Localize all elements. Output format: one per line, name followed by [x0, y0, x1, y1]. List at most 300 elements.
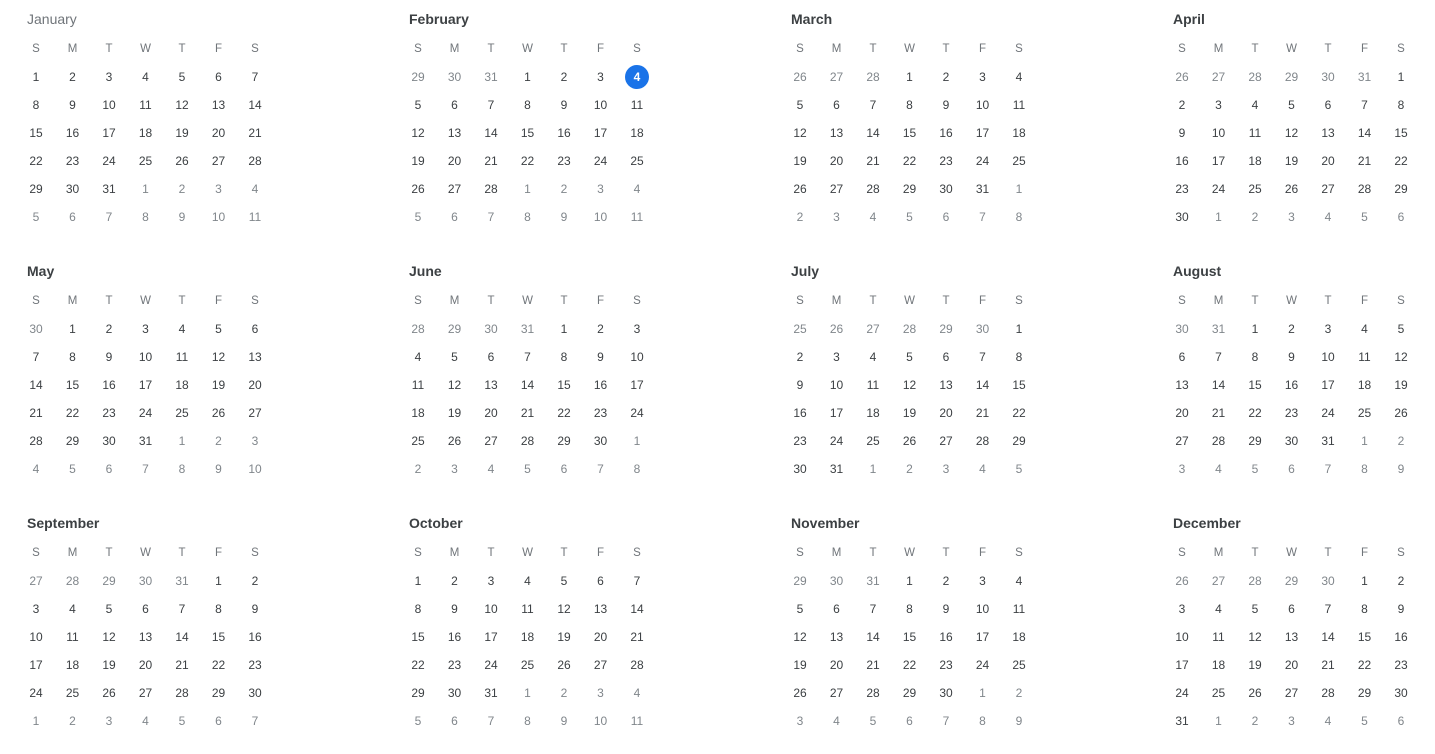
day-cell[interactable] — [400, 371, 436, 399]
day-cell[interactable] — [546, 343, 582, 371]
adjacent-month-day-cell[interactable] — [510, 707, 546, 735]
adjacent-month-day-cell[interactable] — [546, 455, 582, 483]
adjacent-month-day-cell[interactable] — [1201, 455, 1237, 483]
adjacent-month-day-cell[interactable] — [1310, 707, 1346, 735]
adjacent-month-day-cell[interactable] — [1274, 63, 1310, 91]
adjacent-month-day-cell[interactable] — [583, 679, 619, 707]
day-cell[interactable] — [400, 175, 436, 203]
day-cell[interactable] — [546, 147, 582, 175]
day-cell[interactable] — [965, 147, 1001, 175]
adjacent-month-day-cell[interactable] — [1237, 455, 1273, 483]
day-cell[interactable] — [965, 371, 1001, 399]
day-cell[interactable] — [1237, 147, 1273, 175]
day-cell[interactable] — [892, 343, 928, 371]
adjacent-month-day-cell[interactable] — [164, 455, 200, 483]
adjacent-month-day-cell[interactable] — [164, 203, 200, 231]
day-cell[interactable] — [18, 651, 54, 679]
day-cell[interactable] — [782, 175, 818, 203]
day-cell[interactable] — [1237, 679, 1273, 707]
day-cell[interactable] — [1164, 707, 1200, 735]
day-cell[interactable] — [583, 343, 619, 371]
adjacent-month-day-cell[interactable] — [1383, 707, 1419, 735]
day-cell[interactable] — [546, 427, 582, 455]
day-cell[interactable] — [965, 91, 1001, 119]
day-cell[interactable] — [164, 679, 200, 707]
day-cell[interactable] — [583, 119, 619, 147]
day-cell[interactable] — [473, 343, 509, 371]
day-cell[interactable] — [1347, 371, 1383, 399]
day-cell[interactable] — [55, 147, 91, 175]
adjacent-month-day-cell[interactable] — [819, 63, 855, 91]
day-cell[interactable] — [1164, 147, 1200, 175]
day-cell[interactable] — [437, 679, 473, 707]
day-cell[interactable] — [510, 567, 546, 595]
day-cell[interactable] — [164, 343, 200, 371]
adjacent-month-day-cell[interactable] — [928, 455, 964, 483]
day-cell[interactable] — [1237, 399, 1273, 427]
adjacent-month-day-cell[interactable] — [892, 707, 928, 735]
adjacent-month-day-cell[interactable] — [892, 203, 928, 231]
day-cell[interactable] — [546, 63, 582, 91]
day-cell[interactable] — [583, 315, 619, 343]
day-cell[interactable] — [1383, 567, 1419, 595]
day-cell[interactable] — [237, 371, 273, 399]
day-cell[interactable] — [510, 651, 546, 679]
day-cell[interactable] — [546, 91, 582, 119]
day-cell[interactable] — [55, 119, 91, 147]
day-cell[interactable] — [1001, 91, 1037, 119]
day-cell[interactable] — [546, 595, 582, 623]
day-cell[interactable] — [55, 623, 91, 651]
day-cell[interactable] — [1310, 595, 1346, 623]
day-cell[interactable] — [128, 679, 164, 707]
day-cell[interactable] — [55, 63, 91, 91]
month-title[interactable]: December — [1173, 515, 1241, 531]
day-cell[interactable] — [1383, 119, 1419, 147]
day-cell[interactable] — [1237, 175, 1273, 203]
month-title[interactable]: June — [409, 263, 442, 279]
day-cell[interactable] — [1347, 595, 1383, 623]
adjacent-month-day-cell[interactable] — [619, 679, 655, 707]
day-cell[interactable] — [1001, 147, 1037, 175]
day-cell[interactable] — [18, 595, 54, 623]
adjacent-month-day-cell[interactable] — [1001, 707, 1037, 735]
day-cell[interactable] — [928, 679, 964, 707]
day-cell[interactable] — [1383, 399, 1419, 427]
adjacent-month-day-cell[interactable] — [1347, 427, 1383, 455]
adjacent-month-day-cell[interactable] — [128, 567, 164, 595]
day-cell[interactable] — [855, 147, 891, 175]
day-cell[interactable] — [437, 175, 473, 203]
day-cell[interactable] — [1347, 567, 1383, 595]
day-cell[interactable] — [619, 119, 655, 147]
day-cell[interactable] — [1164, 91, 1200, 119]
adjacent-month-day-cell[interactable] — [18, 455, 54, 483]
day-cell[interactable] — [237, 147, 273, 175]
day-cell[interactable] — [892, 119, 928, 147]
day-cell[interactable] — [819, 651, 855, 679]
adjacent-month-day-cell[interactable] — [1237, 707, 1273, 735]
day-cell[interactable] — [128, 119, 164, 147]
day-cell[interactable] — [1164, 371, 1200, 399]
day-cell[interactable] — [546, 651, 582, 679]
day-cell[interactable] — [1347, 399, 1383, 427]
adjacent-month-day-cell[interactable] — [892, 315, 928, 343]
adjacent-month-day-cell[interactable] — [437, 315, 473, 343]
adjacent-month-day-cell[interactable] — [819, 203, 855, 231]
day-cell[interactable] — [91, 63, 127, 91]
adjacent-month-day-cell[interactable] — [1383, 455, 1419, 483]
day-cell[interactable] — [55, 315, 91, 343]
day-cell[interactable] — [1164, 175, 1200, 203]
adjacent-month-day-cell[interactable] — [1201, 707, 1237, 735]
day-cell[interactable] — [1201, 399, 1237, 427]
month-title[interactable]: February — [409, 11, 469, 27]
today-day-cell[interactable] — [619, 63, 655, 91]
day-cell[interactable] — [201, 399, 237, 427]
day-cell[interactable] — [1164, 203, 1200, 231]
adjacent-month-day-cell[interactable] — [91, 707, 127, 735]
day-cell[interactable] — [583, 147, 619, 175]
day-cell[interactable] — [55, 595, 91, 623]
day-cell[interactable] — [237, 567, 273, 595]
day-cell[interactable] — [18, 147, 54, 175]
day-cell[interactable] — [128, 427, 164, 455]
day-cell[interactable] — [237, 651, 273, 679]
adjacent-month-day-cell[interactable] — [201, 175, 237, 203]
day-cell[interactable] — [55, 679, 91, 707]
day-cell[interactable] — [782, 427, 818, 455]
month-title[interactable]: April — [1173, 11, 1205, 27]
day-cell[interactable] — [1201, 651, 1237, 679]
day-cell[interactable] — [1274, 623, 1310, 651]
day-cell[interactable] — [510, 147, 546, 175]
day-cell[interactable] — [782, 91, 818, 119]
month-title[interactable]: October — [409, 515, 463, 531]
day-cell[interactable] — [1347, 651, 1383, 679]
adjacent-month-day-cell[interactable] — [55, 455, 91, 483]
day-cell[interactable] — [928, 399, 964, 427]
day-cell[interactable] — [1310, 679, 1346, 707]
day-cell[interactable] — [237, 343, 273, 371]
adjacent-month-day-cell[interactable] — [510, 455, 546, 483]
day-cell[interactable] — [1310, 427, 1346, 455]
day-cell[interactable] — [855, 651, 891, 679]
adjacent-month-day-cell[interactable] — [1237, 567, 1273, 595]
day-cell[interactable] — [819, 399, 855, 427]
day-cell[interactable] — [1164, 679, 1200, 707]
adjacent-month-day-cell[interactable] — [510, 203, 546, 231]
adjacent-month-day-cell[interactable] — [510, 679, 546, 707]
adjacent-month-day-cell[interactable] — [128, 175, 164, 203]
day-cell[interactable] — [1310, 343, 1346, 371]
adjacent-month-day-cell[interactable] — [18, 315, 54, 343]
day-cell[interactable] — [965, 343, 1001, 371]
day-cell[interactable] — [965, 175, 1001, 203]
adjacent-month-day-cell[interactable] — [1237, 203, 1273, 231]
day-cell[interactable] — [1237, 343, 1273, 371]
adjacent-month-day-cell[interactable] — [892, 455, 928, 483]
adjacent-month-day-cell[interactable] — [1001, 679, 1037, 707]
month-title[interactable]: November — [791, 515, 860, 531]
day-cell[interactable] — [1201, 427, 1237, 455]
day-cell[interactable] — [583, 91, 619, 119]
day-cell[interactable] — [201, 147, 237, 175]
day-cell[interactable] — [1347, 147, 1383, 175]
day-cell[interactable] — [91, 147, 127, 175]
day-cell[interactable] — [1237, 119, 1273, 147]
day-cell[interactable] — [128, 315, 164, 343]
day-cell[interactable] — [473, 427, 509, 455]
adjacent-month-day-cell[interactable] — [1001, 455, 1037, 483]
adjacent-month-day-cell[interactable] — [965, 203, 1001, 231]
day-cell[interactable] — [437, 651, 473, 679]
day-cell[interactable] — [1237, 427, 1273, 455]
day-cell[interactable] — [91, 679, 127, 707]
day-cell[interactable] — [128, 623, 164, 651]
day-cell[interactable] — [819, 455, 855, 483]
day-cell[interactable] — [965, 567, 1001, 595]
day-cell[interactable] — [583, 63, 619, 91]
day-cell[interactable] — [855, 343, 891, 371]
adjacent-month-day-cell[interactable] — [782, 567, 818, 595]
day-cell[interactable] — [855, 679, 891, 707]
day-cell[interactable] — [819, 91, 855, 119]
day-cell[interactable] — [473, 595, 509, 623]
adjacent-month-day-cell[interactable] — [164, 427, 200, 455]
day-cell[interactable] — [164, 651, 200, 679]
day-cell[interactable] — [1001, 595, 1037, 623]
day-cell[interactable] — [18, 427, 54, 455]
day-cell[interactable] — [91, 175, 127, 203]
day-cell[interactable] — [400, 651, 436, 679]
adjacent-month-day-cell[interactable] — [965, 679, 1001, 707]
adjacent-month-day-cell[interactable] — [164, 175, 200, 203]
adjacent-month-day-cell[interactable] — [855, 567, 891, 595]
day-cell[interactable] — [892, 175, 928, 203]
day-cell[interactable] — [782, 147, 818, 175]
adjacent-month-day-cell[interactable] — [855, 455, 891, 483]
day-cell[interactable] — [437, 343, 473, 371]
day-cell[interactable] — [18, 623, 54, 651]
day-cell[interactable] — [128, 595, 164, 623]
day-cell[interactable] — [201, 623, 237, 651]
adjacent-month-day-cell[interactable] — [400, 203, 436, 231]
day-cell[interactable] — [18, 343, 54, 371]
adjacent-month-day-cell[interactable] — [1347, 203, 1383, 231]
day-cell[interactable] — [1274, 91, 1310, 119]
day-cell[interactable] — [1201, 623, 1237, 651]
day-cell[interactable] — [819, 175, 855, 203]
adjacent-month-day-cell[interactable] — [855, 315, 891, 343]
adjacent-month-day-cell[interactable] — [1201, 315, 1237, 343]
day-cell[interactable] — [1164, 427, 1200, 455]
day-cell[interactable] — [819, 371, 855, 399]
day-cell[interactable] — [928, 175, 964, 203]
day-cell[interactable] — [128, 147, 164, 175]
adjacent-month-day-cell[interactable] — [473, 455, 509, 483]
adjacent-month-day-cell[interactable] — [855, 203, 891, 231]
day-cell[interactable] — [1001, 371, 1037, 399]
day-cell[interactable] — [965, 623, 1001, 651]
day-cell[interactable] — [1001, 63, 1037, 91]
day-cell[interactable] — [1237, 651, 1273, 679]
day-cell[interactable] — [164, 119, 200, 147]
month-title[interactable]: March — [791, 11, 833, 27]
adjacent-month-day-cell[interactable] — [965, 707, 1001, 735]
adjacent-month-day-cell[interactable] — [1201, 63, 1237, 91]
day-cell[interactable] — [855, 427, 891, 455]
month-title[interactable]: May — [27, 263, 55, 279]
day-cell[interactable] — [128, 91, 164, 119]
adjacent-month-day-cell[interactable] — [1310, 203, 1346, 231]
day-cell[interactable] — [965, 651, 1001, 679]
day-cell[interactable] — [1201, 371, 1237, 399]
day-cell[interactable] — [892, 651, 928, 679]
day-cell[interactable] — [437, 119, 473, 147]
adjacent-month-day-cell[interactable] — [201, 427, 237, 455]
day-cell[interactable] — [619, 595, 655, 623]
adjacent-month-day-cell[interactable] — [201, 203, 237, 231]
day-cell[interactable] — [619, 91, 655, 119]
adjacent-month-day-cell[interactable] — [473, 203, 509, 231]
day-cell[interactable] — [1164, 623, 1200, 651]
day-cell[interactable] — [892, 679, 928, 707]
adjacent-month-day-cell[interactable] — [1274, 203, 1310, 231]
adjacent-month-day-cell[interactable] — [619, 175, 655, 203]
adjacent-month-day-cell[interactable] — [400, 707, 436, 735]
day-cell[interactable] — [855, 119, 891, 147]
day-cell[interactable] — [437, 427, 473, 455]
adjacent-month-day-cell[interactable] — [1201, 567, 1237, 595]
day-cell[interactable] — [1347, 119, 1383, 147]
day-cell[interactable] — [1274, 315, 1310, 343]
adjacent-month-day-cell[interactable] — [473, 315, 509, 343]
day-cell[interactable] — [1383, 91, 1419, 119]
day-cell[interactable] — [437, 371, 473, 399]
day-cell[interactable] — [473, 175, 509, 203]
day-cell[interactable] — [55, 399, 91, 427]
adjacent-month-day-cell[interactable] — [1001, 175, 1037, 203]
adjacent-month-day-cell[interactable] — [583, 707, 619, 735]
day-cell[interactable] — [965, 595, 1001, 623]
day-cell[interactable] — [1347, 91, 1383, 119]
day-cell[interactable] — [892, 567, 928, 595]
day-cell[interactable] — [437, 147, 473, 175]
month-title[interactable]: July — [791, 263, 820, 279]
day-cell[interactable] — [583, 399, 619, 427]
adjacent-month-day-cell[interactable] — [855, 63, 891, 91]
adjacent-month-day-cell[interactable] — [1237, 63, 1273, 91]
day-cell[interactable] — [91, 343, 127, 371]
adjacent-month-day-cell[interactable] — [1164, 315, 1200, 343]
day-cell[interactable] — [128, 371, 164, 399]
day-cell[interactable] — [546, 371, 582, 399]
day-cell[interactable] — [892, 147, 928, 175]
day-cell[interactable] — [1310, 623, 1346, 651]
day-cell[interactable] — [55, 651, 91, 679]
day-cell[interactable] — [855, 91, 891, 119]
day-cell[interactable] — [1383, 147, 1419, 175]
adjacent-month-day-cell[interactable] — [1310, 455, 1346, 483]
day-cell[interactable] — [91, 91, 127, 119]
day-cell[interactable] — [1274, 343, 1310, 371]
day-cell[interactable] — [201, 63, 237, 91]
day-cell[interactable] — [128, 651, 164, 679]
day-cell[interactable] — [1164, 343, 1200, 371]
adjacent-month-day-cell[interactable] — [583, 175, 619, 203]
day-cell[interactable] — [91, 651, 127, 679]
day-cell[interactable] — [1001, 399, 1037, 427]
adjacent-month-day-cell[interactable] — [1164, 567, 1200, 595]
day-cell[interactable] — [819, 343, 855, 371]
day-cell[interactable] — [510, 63, 546, 91]
day-cell[interactable] — [1347, 315, 1383, 343]
day-cell[interactable] — [91, 119, 127, 147]
day-cell[interactable] — [55, 91, 91, 119]
adjacent-month-day-cell[interactable] — [510, 175, 546, 203]
adjacent-month-day-cell[interactable] — [1274, 567, 1310, 595]
day-cell[interactable] — [619, 399, 655, 427]
day-cell[interactable] — [400, 567, 436, 595]
day-cell[interactable] — [819, 119, 855, 147]
day-cell[interactable] — [473, 147, 509, 175]
day-cell[interactable] — [583, 371, 619, 399]
month-title[interactable]: September — [27, 515, 100, 531]
adjacent-month-day-cell[interactable] — [164, 707, 200, 735]
day-cell[interactable] — [1310, 175, 1346, 203]
day-cell[interactable] — [1201, 595, 1237, 623]
day-cell[interactable] — [18, 175, 54, 203]
adjacent-month-day-cell[interactable] — [128, 707, 164, 735]
day-cell[interactable] — [1164, 119, 1200, 147]
day-cell[interactable] — [782, 119, 818, 147]
adjacent-month-day-cell[interactable] — [400, 455, 436, 483]
day-cell[interactable] — [473, 91, 509, 119]
adjacent-month-day-cell[interactable] — [164, 567, 200, 595]
day-cell[interactable] — [1201, 175, 1237, 203]
day-cell[interactable] — [1274, 399, 1310, 427]
adjacent-month-day-cell[interactable] — [510, 315, 546, 343]
day-cell[interactable] — [1310, 119, 1346, 147]
adjacent-month-day-cell[interactable] — [1383, 203, 1419, 231]
adjacent-month-day-cell[interactable] — [782, 203, 818, 231]
day-cell[interactable] — [1310, 91, 1346, 119]
day-cell[interactable] — [400, 427, 436, 455]
day-cell[interactable] — [782, 595, 818, 623]
adjacent-month-day-cell[interactable] — [928, 203, 964, 231]
day-cell[interactable] — [1001, 427, 1037, 455]
day-cell[interactable] — [128, 399, 164, 427]
day-cell[interactable] — [18, 679, 54, 707]
day-cell[interactable] — [164, 147, 200, 175]
day-cell[interactable] — [619, 147, 655, 175]
day-cell[interactable] — [1383, 175, 1419, 203]
adjacent-month-day-cell[interactable] — [237, 707, 273, 735]
day-cell[interactable] — [819, 679, 855, 707]
day-cell[interactable] — [1383, 315, 1419, 343]
day-cell[interactable] — [583, 595, 619, 623]
day-cell[interactable] — [237, 595, 273, 623]
day-cell[interactable] — [892, 427, 928, 455]
day-cell[interactable] — [1201, 343, 1237, 371]
day-cell[interactable] — [1347, 679, 1383, 707]
adjacent-month-day-cell[interactable] — [619, 707, 655, 735]
day-cell[interactable] — [400, 595, 436, 623]
day-cell[interactable] — [819, 147, 855, 175]
day-cell[interactable] — [1001, 119, 1037, 147]
day-cell[interactable] — [18, 91, 54, 119]
